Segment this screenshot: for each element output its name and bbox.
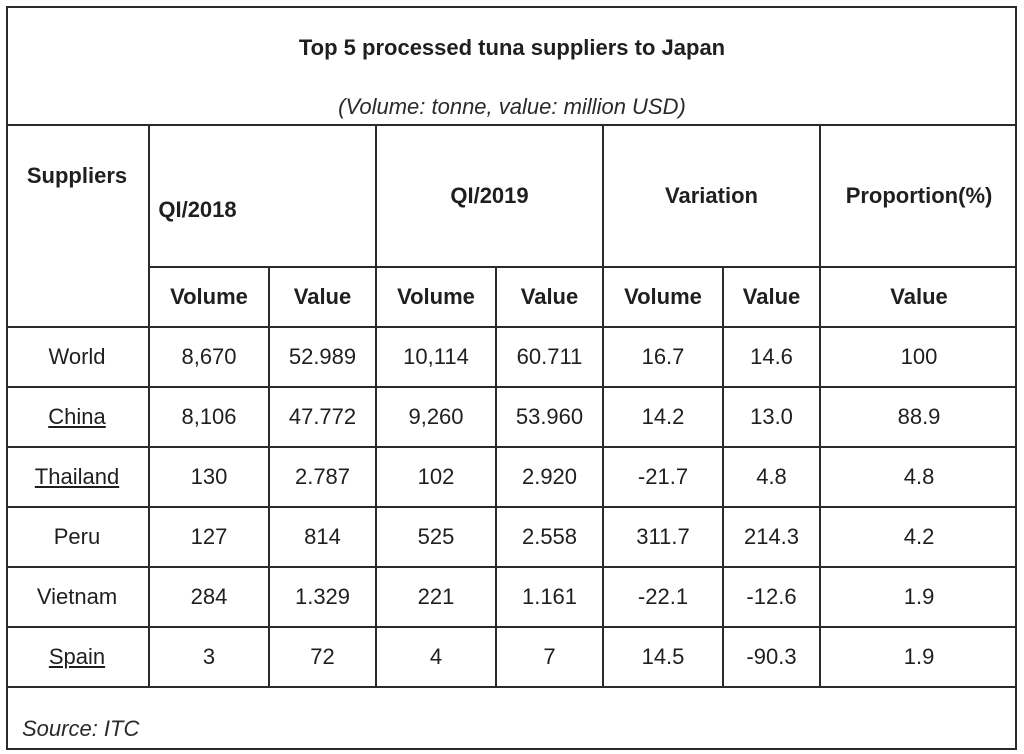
table-row [6,387,1017,447]
cell-value-2019: 1.161 [496,567,603,627]
header-variation: Variation [603,125,820,267]
table-row [6,507,1017,567]
supplier-link-china[interactable] [6,387,149,447]
supplier-name[interactable]: China [48,404,106,429]
cell-variation-volume: 14.2 [603,387,723,447]
table-row [6,627,1017,687]
cell-variation-value: 14.6 [723,327,820,387]
cell-value-2018: 72 [269,627,376,687]
cell-volume-2018: 130 [149,447,269,507]
cell-value-2019: 60.711 [496,327,603,387]
cell-proportion: 1.9 [820,567,1017,627]
cell-variation-volume: 16.7 [603,327,723,387]
cell-value-2018: 47.772 [269,387,376,447]
header-q1-2018: QI/2018 [149,125,376,267]
header-proportion: Proportion(%) [820,125,1017,267]
cell-variation-value: -12.6 [723,567,820,627]
cell-variation-volume: -22.1 [603,567,723,627]
supplier-name[interactable]: Thailand [34,464,120,489]
subheader-value: Value [496,267,603,327]
subheader-value: Value [269,267,376,327]
cell-volume-2019: 4 [376,627,496,687]
subheader-volume: Volume [603,267,723,327]
cell-volume-2018: 127 [149,507,269,567]
table-row [6,447,1017,507]
cell-volume-2019: 102 [376,447,496,507]
subheader-value: Value [723,267,820,327]
source-note: Source: ITC [22,716,140,741]
cell-variation-value: 214.3 [723,507,820,567]
cell-variation-value: 4.8 [723,447,820,507]
subheader-volume: Volume [376,267,496,327]
supplier-link-thailand[interactable] [6,447,149,507]
table-subtitle: (Volume: tonne, value: million USD) [338,94,686,119]
table-row [6,327,1017,387]
cell-variation-volume: 14.5 [603,627,723,687]
cell-variation-value: -90.3 [723,627,820,687]
cell-value-2018: 52.989 [269,327,376,387]
cell-proportion: 4.2 [820,507,1017,567]
cell-proportion: 4.8 [820,447,1017,507]
cell-volume-2018: 3 [149,627,269,687]
cell-volume-2018: 8,670 [149,327,269,387]
cell-proportion: 1.9 [820,627,1017,687]
cell-volume-2018: 284 [149,567,269,627]
cell-proportion: 88.9 [820,387,1017,447]
tuna-suppliers-table [6,124,1017,688]
cell-variation-volume: 311.7 [603,507,723,567]
cell-volume-2019: 9,260 [376,387,496,447]
cell-value-2018: 1.329 [269,567,376,627]
header-suppliers: Suppliers [6,125,149,327]
supplier-name: Vietnam [6,567,149,627]
table-title: Top 5 processed tuna suppliers to Japan [298,35,726,60]
header-q1-2019: QI/2019 [376,125,603,267]
cell-value-2019: 7 [496,627,603,687]
cell-variation-volume: -21.7 [603,447,723,507]
cell-value-2019: 53.960 [496,387,603,447]
cell-value-2019: 2.558 [496,507,603,567]
supplier-name: World [6,327,149,387]
subheader-value: Value [820,267,1017,327]
supplier-name[interactable]: Spain [48,644,106,669]
cell-volume-2019: 525 [376,507,496,567]
cell-volume-2019: 10,114 [376,327,496,387]
subheader-volume: Volume [149,267,269,327]
supplier-name: Peru [6,507,149,567]
supplier-link-spain[interactable] [6,627,149,687]
cell-volume-2018: 8,106 [149,387,269,447]
table-row [6,567,1017,627]
cell-value-2018: 2.787 [269,447,376,507]
cell-value-2018: 814 [269,507,376,567]
cell-value-2019: 2.920 [496,447,603,507]
cell-variation-value: 13.0 [723,387,820,447]
cell-proportion: 100 [820,327,1017,387]
cell-volume-2019: 221 [376,567,496,627]
